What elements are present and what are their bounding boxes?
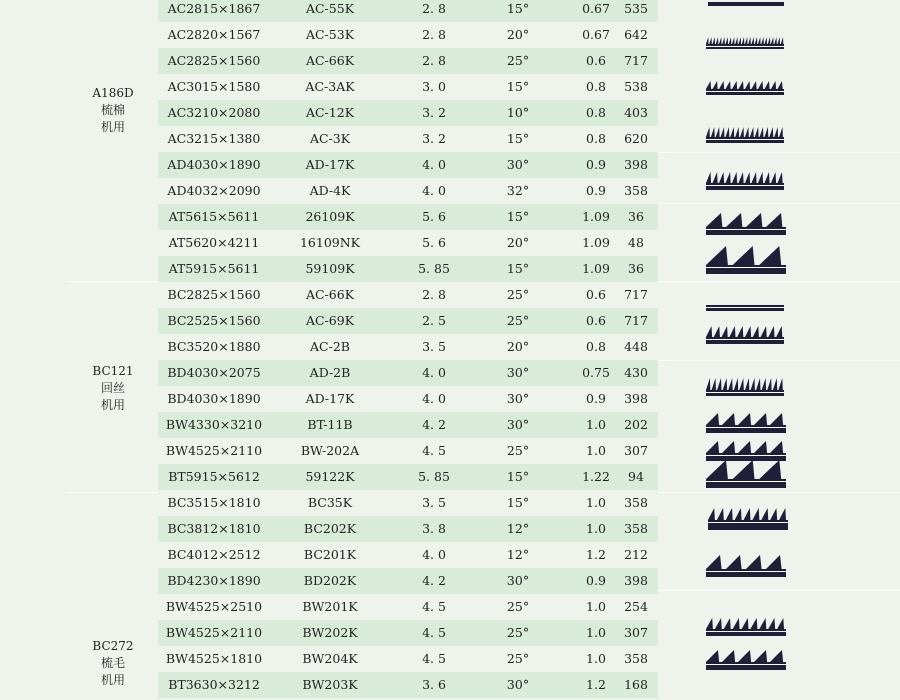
- model-cell: 59122K: [305, 469, 355, 484]
- width-cell: 0.8: [586, 79, 606, 94]
- wire-profile-image: [706, 555, 786, 577]
- angle-cell: 15°: [506, 79, 530, 94]
- angle-cell: 10°: [506, 105, 530, 120]
- wire-teeth-shape: [706, 172, 784, 190]
- width-cell: 1.09: [582, 235, 610, 250]
- angle-cell: 30°: [506, 365, 530, 380]
- density-cell: 717: [624, 287, 648, 302]
- spec-cell: BW4525×2110: [165, 443, 263, 458]
- model-cell: BW-202A: [300, 443, 360, 458]
- wire-teeth-shape: [708, 2, 784, 6]
- model-cell: AC-66K: [305, 53, 355, 68]
- spec-cell: AC2825×1560: [167, 53, 261, 68]
- height-cell: 4. 0: [422, 365, 446, 380]
- angle-cell: 15°: [506, 495, 530, 510]
- table-row: [158, 100, 658, 126]
- wire-base-line: [706, 664, 786, 665]
- group-label-bc272: [70, 638, 156, 689]
- image-divider: [658, 281, 900, 282]
- wire-teeth-shape: [706, 650, 786, 670]
- density-cell: 430: [624, 365, 648, 380]
- spec-cell: BC3515×1810: [167, 495, 261, 510]
- image-divider: [658, 492, 900, 493]
- model-cell: AD-17K: [305, 157, 355, 172]
- model-cell: 16109NK: [299, 235, 361, 250]
- height-cell: 2. 8: [422, 1, 446, 16]
- angle-cell: 25°: [506, 313, 530, 328]
- density-cell: 358: [624, 651, 648, 666]
- density-cell: 358: [624, 521, 648, 536]
- width-cell: 1.0: [586, 521, 606, 536]
- spec-cell: BT3630×3212: [168, 677, 260, 692]
- wire-teeth-shape: [706, 441, 786, 461]
- angle-cell: 12°: [506, 521, 530, 536]
- angle-cell: 15°: [506, 261, 530, 276]
- group-label-bc121: [70, 363, 156, 414]
- model-cell: BC202K: [303, 521, 357, 536]
- image-divider: [658, 360, 900, 361]
- table-row: [158, 126, 658, 152]
- angle-cell: 25°: [506, 651, 530, 666]
- height-cell: 4. 5: [422, 599, 446, 614]
- width-cell: 1.09: [582, 261, 610, 276]
- width-cell: 0.9: [586, 157, 606, 172]
- wire-profile-image: [706, 295, 784, 311]
- wire-teeth-shape: [706, 246, 786, 274]
- table-row: [158, 256, 658, 282]
- width-cell: 0.67: [582, 27, 610, 42]
- wire-teeth-shape: [706, 81, 784, 95]
- width-cell: 0.6: [586, 313, 606, 328]
- spec-cell: BC4012×2512: [167, 547, 261, 562]
- model-cell: BW204K: [302, 651, 358, 666]
- density-cell: 620: [624, 131, 648, 146]
- wire-profile-image: [706, 127, 784, 143]
- model-cell: 59109K: [305, 261, 355, 276]
- table-row: [158, 516, 658, 542]
- wire-profile-image: [706, 460, 786, 488]
- model-cell: AD-4K: [309, 183, 351, 198]
- wire-teeth-shape: [706, 378, 784, 396]
- height-cell: 2. 8: [422, 287, 446, 302]
- angle-cell: 20°: [506, 339, 530, 354]
- angle-cell: 25°: [506, 53, 530, 68]
- spec-cell: AT5915×5611: [168, 261, 260, 276]
- density-cell: 168: [624, 677, 648, 692]
- height-cell: 3. 5: [422, 339, 446, 354]
- width-cell: 0.8: [586, 339, 606, 354]
- wire-base-line: [706, 455, 786, 456]
- height-cell: 4. 2: [422, 417, 446, 432]
- density-cell: 717: [624, 53, 648, 68]
- spec-cell: AD4030×1890: [167, 157, 261, 172]
- wire-teeth-shape: [706, 460, 786, 488]
- wire-teeth-shape: [706, 127, 784, 143]
- model-cell: AC-66K: [305, 287, 355, 302]
- width-cell: 0.6: [586, 53, 606, 68]
- width-cell: 1.0: [586, 599, 606, 614]
- wire-profile-image: [706, 246, 786, 274]
- table-row: [158, 464, 658, 490]
- angle-cell: 15°: [506, 1, 530, 16]
- angle-cell: 25°: [506, 443, 530, 458]
- spec-cell: BC2825×1560: [167, 287, 261, 302]
- model-cell: AC-69K: [305, 313, 355, 328]
- density-cell: 48: [628, 235, 644, 250]
- table-row: [158, 568, 658, 594]
- wire-profile-image: [706, 37, 784, 49]
- wire-profile-image: [706, 378, 784, 396]
- width-cell: 1.2: [586, 547, 606, 562]
- spec-cell: BW4525×2110: [165, 625, 263, 640]
- wire-teeth-shape: [706, 213, 786, 235]
- angle-cell: 20°: [506, 27, 530, 42]
- width-cell: 1.09: [582, 209, 610, 224]
- density-cell: 212: [624, 547, 648, 562]
- spec-cell: BC2525×1560: [167, 313, 261, 328]
- angle-cell: 12°: [506, 547, 530, 562]
- wire-profile-image: [706, 650, 786, 670]
- wire-teeth-shape: [708, 508, 788, 530]
- spec-cell: BD4230×1890: [167, 573, 261, 588]
- spec-cell: AT5615×5611: [168, 209, 260, 224]
- density-cell: 717: [624, 313, 648, 328]
- model-cell: AD-2B: [309, 365, 351, 380]
- angle-cell: 15°: [506, 469, 530, 484]
- height-cell: 2. 5: [422, 313, 446, 328]
- density-cell: 36: [628, 209, 644, 224]
- group-code: BC121: [92, 364, 134, 378]
- height-cell: 4. 5: [422, 443, 446, 458]
- model-cell: AC-12K: [305, 105, 355, 120]
- spec-rows: [158, 0, 658, 700]
- width-cell: 0.67: [582, 1, 610, 16]
- table-row: [158, 334, 658, 360]
- wire-profile-column: [658, 0, 900, 700]
- wire-base-line: [706, 392, 784, 393]
- spec-cell: BD4030×1890: [167, 391, 261, 406]
- width-cell: 1.22: [582, 469, 610, 484]
- height-cell: 4. 0: [422, 547, 446, 562]
- wire-base-line: [706, 267, 786, 268]
- table-row: [158, 360, 658, 386]
- table-row: [158, 490, 658, 516]
- table-row: [158, 178, 658, 204]
- wire-teeth-shape: [706, 555, 786, 577]
- height-cell: 3. 2: [422, 105, 446, 120]
- model-cell: BT-11B: [307, 417, 353, 432]
- spec-cell: AC2820×1567: [167, 27, 261, 42]
- height-cell: 3. 2: [422, 131, 446, 146]
- height-cell: 5. 85: [418, 261, 450, 276]
- model-cell: BC35K: [307, 495, 353, 510]
- model-cell: AC-2B: [310, 339, 350, 354]
- density-cell: 202: [624, 417, 648, 432]
- width-cell: 0.9: [586, 391, 606, 406]
- height-cell: 3. 8: [422, 521, 446, 536]
- model-cell: 26109K: [305, 209, 355, 224]
- width-cell: 0.8: [586, 131, 606, 146]
- table-row: [158, 438, 658, 464]
- height-cell: 3. 0: [422, 79, 446, 94]
- wire-profile-image: [708, 508, 788, 530]
- wire-profile-image: [706, 618, 786, 636]
- wire-teeth-shape: [706, 326, 784, 344]
- wire-profile-image: [706, 172, 784, 190]
- model-cell: AC-3AK: [305, 79, 355, 94]
- density-cell: 307: [624, 443, 648, 458]
- model-cell: AC-3K: [309, 131, 351, 146]
- spec-cell: AC3015×1580: [167, 79, 261, 94]
- angle-cell: 30°: [506, 391, 530, 406]
- spec-cell: BW4525×1810: [165, 651, 263, 666]
- density-cell: 36: [628, 261, 644, 276]
- group-code: A186D: [92, 86, 134, 100]
- table-row: [158, 22, 658, 48]
- wire-profile-image: [706, 213, 786, 235]
- group-purpose: 梳毛: [100, 656, 125, 670]
- width-cell: 1.0: [586, 495, 606, 510]
- wire-base-line: [706, 91, 784, 92]
- wire-base-line: [706, 571, 786, 572]
- wire-base-line: [708, 522, 788, 523]
- wire-base-line: [706, 139, 784, 140]
- height-cell: 5. 6: [422, 235, 446, 250]
- wire-profile-image: [706, 441, 786, 461]
- density-cell: 94: [628, 469, 644, 484]
- group-divider: [68, 492, 158, 493]
- table-row: [158, 412, 658, 438]
- wire-teeth-shape: [706, 618, 786, 636]
- height-cell: 4. 0: [422, 391, 446, 406]
- wire-base-line: [706, 631, 786, 632]
- table-row: [158, 542, 658, 568]
- width-cell: 0.75: [582, 365, 610, 380]
- angle-cell: 32°: [506, 183, 530, 198]
- angle-cell: 20°: [506, 235, 530, 250]
- angle-cell: 30°: [506, 677, 530, 692]
- table-row: [158, 0, 658, 22]
- angle-cell: 15°: [506, 131, 530, 146]
- group-machine: 机用: [100, 120, 125, 134]
- density-cell: 535: [624, 1, 648, 16]
- table-row: [158, 230, 658, 256]
- spec-cell: AD4032×2090: [167, 183, 261, 198]
- width-cell: 0.8: [586, 105, 606, 120]
- height-cell: 3. 5: [422, 495, 446, 510]
- density-cell: 403: [624, 105, 648, 120]
- angle-cell: 15°: [506, 209, 530, 224]
- wire-base-line: [706, 307, 784, 308]
- wire-base-line: [706, 427, 786, 428]
- wire-profile-image: [706, 81, 784, 95]
- wire-profile-image: [706, 326, 784, 344]
- density-cell: 398: [624, 391, 648, 406]
- wire-base-line: [706, 481, 786, 482]
- group-label-a186d: [70, 85, 156, 136]
- spec-cell: BT5915×5612: [168, 469, 260, 484]
- model-cell: BW203K: [302, 677, 358, 692]
- spec-cell: AT5620×4211: [168, 235, 260, 250]
- width-cell: 0.6: [586, 287, 606, 302]
- wire-base-line: [706, 339, 784, 340]
- wire-teeth-shape: [706, 413, 786, 433]
- table-row: [158, 152, 658, 178]
- wire-profile-image: [706, 413, 786, 433]
- density-cell: 358: [624, 183, 648, 198]
- density-cell: 398: [624, 157, 648, 172]
- table-row: [158, 646, 658, 672]
- group-code: BC272: [92, 639, 134, 653]
- model-cell: BD202K: [303, 573, 357, 588]
- height-cell: 5. 85: [418, 469, 450, 484]
- height-cell: 4. 5: [422, 625, 446, 640]
- table-row: [158, 620, 658, 646]
- density-cell: 254: [624, 599, 648, 614]
- wire-base-line: [706, 46, 784, 47]
- wire-teeth-shape: [706, 37, 784, 49]
- image-divider: [658, 590, 900, 591]
- group-machine: 机用: [100, 673, 125, 687]
- model-cell: AD-17K: [305, 391, 355, 406]
- height-cell: 4. 0: [422, 157, 446, 172]
- density-cell: 538: [624, 79, 648, 94]
- group-divider: [68, 281, 158, 282]
- width-cell: 0.9: [586, 573, 606, 588]
- group-machine: 机用: [100, 398, 125, 412]
- angle-cell: 25°: [506, 599, 530, 614]
- table-row: [158, 386, 658, 412]
- density-cell: 398: [624, 573, 648, 588]
- model-cell: BW201K: [302, 599, 358, 614]
- wire-profile-image: [708, 0, 784, 6]
- table-row: [158, 308, 658, 334]
- density-cell: 448: [624, 339, 648, 354]
- width-cell: 0.9: [586, 183, 606, 198]
- density-cell: 642: [624, 27, 648, 42]
- table-row: [158, 204, 658, 230]
- height-cell: 3. 6: [422, 677, 446, 692]
- height-cell: 4. 2: [422, 573, 446, 588]
- table-row: [158, 74, 658, 100]
- model-cell: AC-55K: [305, 1, 355, 16]
- image-divider: [658, 203, 900, 204]
- width-cell: 1.0: [586, 443, 606, 458]
- table-row: [158, 48, 658, 74]
- wire-base-line: [706, 185, 784, 186]
- width-cell: 1.2: [586, 677, 606, 692]
- model-cell: AC-53K: [305, 27, 355, 42]
- machine-group-column: [0, 0, 158, 700]
- height-cell: 5. 6: [422, 209, 446, 224]
- table-row: [158, 672, 658, 698]
- height-cell: 2. 8: [422, 53, 446, 68]
- spec-cell: BC3520×1880: [167, 339, 261, 354]
- height-cell: 2. 8: [422, 27, 446, 42]
- group-purpose: 回丝: [100, 381, 125, 395]
- group-purpose: 梳棉: [100, 103, 125, 117]
- spec-cell: AC3215×1380: [167, 131, 261, 146]
- spec-cell: AC3210×2080: [167, 105, 261, 120]
- model-cell: BW202K: [302, 625, 358, 640]
- height-cell: 4. 0: [422, 183, 446, 198]
- angle-cell: 30°: [506, 417, 530, 432]
- wire-base-line: [706, 229, 786, 230]
- spec-cell: AC2815×1867: [167, 1, 261, 16]
- angle-cell: 30°: [506, 573, 530, 588]
- height-cell: 4. 5: [422, 651, 446, 666]
- width-cell: 1.0: [586, 651, 606, 666]
- width-cell: 1.0: [586, 625, 606, 640]
- width-cell: 1.0: [586, 417, 606, 432]
- spec-cell: BW4330×3210: [165, 417, 263, 432]
- density-cell: 358: [624, 495, 648, 510]
- angle-cell: 30°: [506, 157, 530, 172]
- density-cell: 307: [624, 625, 648, 640]
- spec-cell: BW4525×2510: [165, 599, 263, 614]
- angle-cell: 25°: [506, 625, 530, 640]
- model-cell: BC201K: [303, 547, 357, 562]
- spec-cell: BD4030×2075: [167, 365, 261, 380]
- table-row: [158, 282, 658, 308]
- spec-cell: BC3812×1810: [167, 521, 261, 536]
- table-row: [158, 594, 658, 620]
- image-divider: [658, 152, 900, 153]
- angle-cell: 25°: [506, 287, 530, 302]
